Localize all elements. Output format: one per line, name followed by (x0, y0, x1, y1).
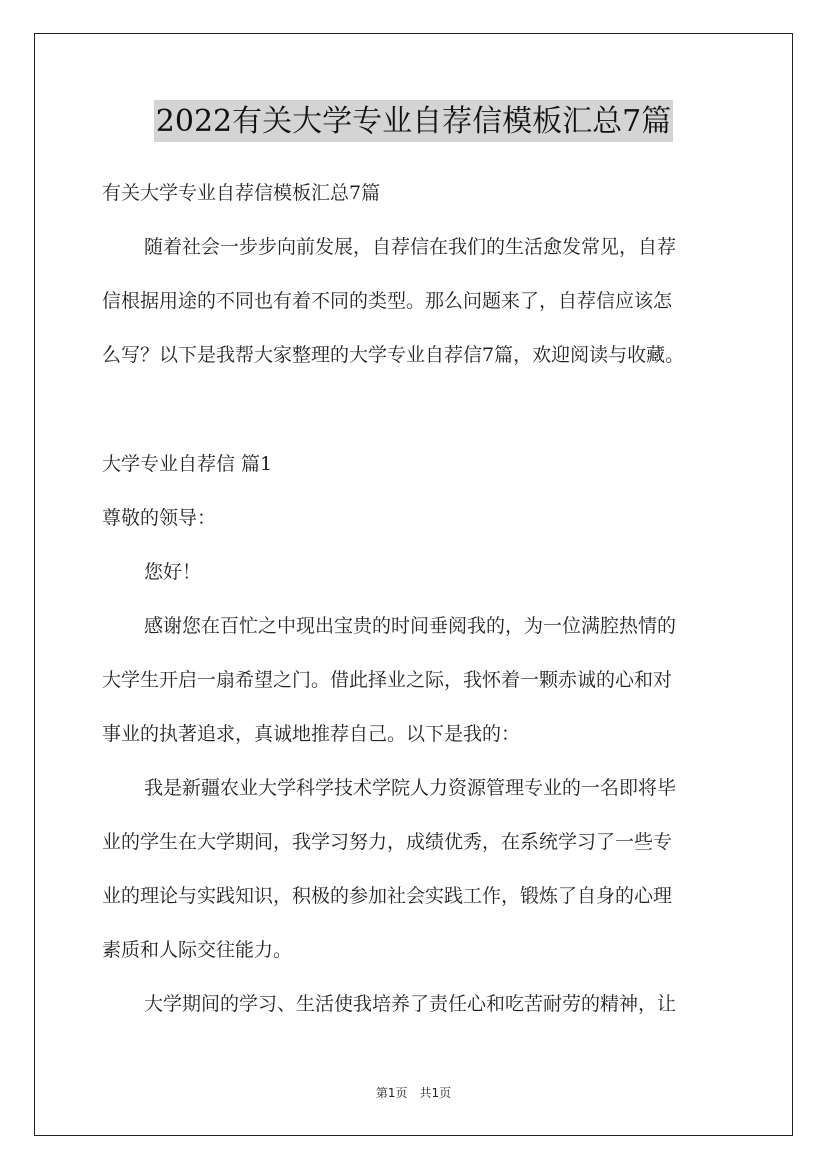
greeting: 您好！ (144, 561, 202, 583)
document-title: 2022有关大学专业自荐信模板汇总7篇 (154, 100, 673, 142)
para1-line-2: 大学生开启一扇希望之门。借此择业之际，我怀着一颗赤诚的心和对 (102, 669, 673, 691)
section-heading: 大学专业自荐信 篇1 (102, 453, 273, 475)
salutation: 尊敬的领导： (102, 507, 217, 529)
intro-line-2: 信根据用途的不同也有着不同的类型。那么问题来了，自荐信应该怎 (102, 290, 673, 312)
para3-line-1: 大学期间的学习、生活使我培养了责任心和吃苦耐劳的精神，让 (144, 993, 677, 1015)
document-subtitle: 有关大学专业自荐信模板汇总7篇 (102, 182, 381, 204)
para1-line-1: 感谢您在百忙之中现出宝贵的时间垂阅我的，为一位满腔热情的 (144, 615, 677, 637)
para2-line-3: 业的理论与实践知识，积极的参加社会实践工作，锻炼了自身的心理 (102, 885, 673, 907)
para2-line-1: 我是新疆农业大学科学技术学院人力资源管理专业的一名即将毕 (144, 777, 677, 799)
document-title-container (0, 100, 827, 142)
intro-line-1: 随着社会一步步向前发展，自荐信在我们的生活愈发常见，自荐 (144, 236, 677, 258)
letter-body (102, 437, 742, 1031)
para2-line-4: 素质和人际交往能力。 (102, 939, 293, 961)
intro-line-3: 么写？以下是我帮大家整理的大学专业自荐信7篇，欢迎阅读与收藏。 (102, 344, 685, 366)
page-footer: 第1页 共1页 (375, 1086, 452, 1100)
para2-line-2: 业的学生在大学期间，我学习努力，成绩优秀，在系统学习了一些专 (102, 831, 673, 853)
para1-line-3: 事业的执著追求，真诚地推荐自己。以下是我的： (102, 723, 521, 745)
document-body (102, 166, 742, 382)
